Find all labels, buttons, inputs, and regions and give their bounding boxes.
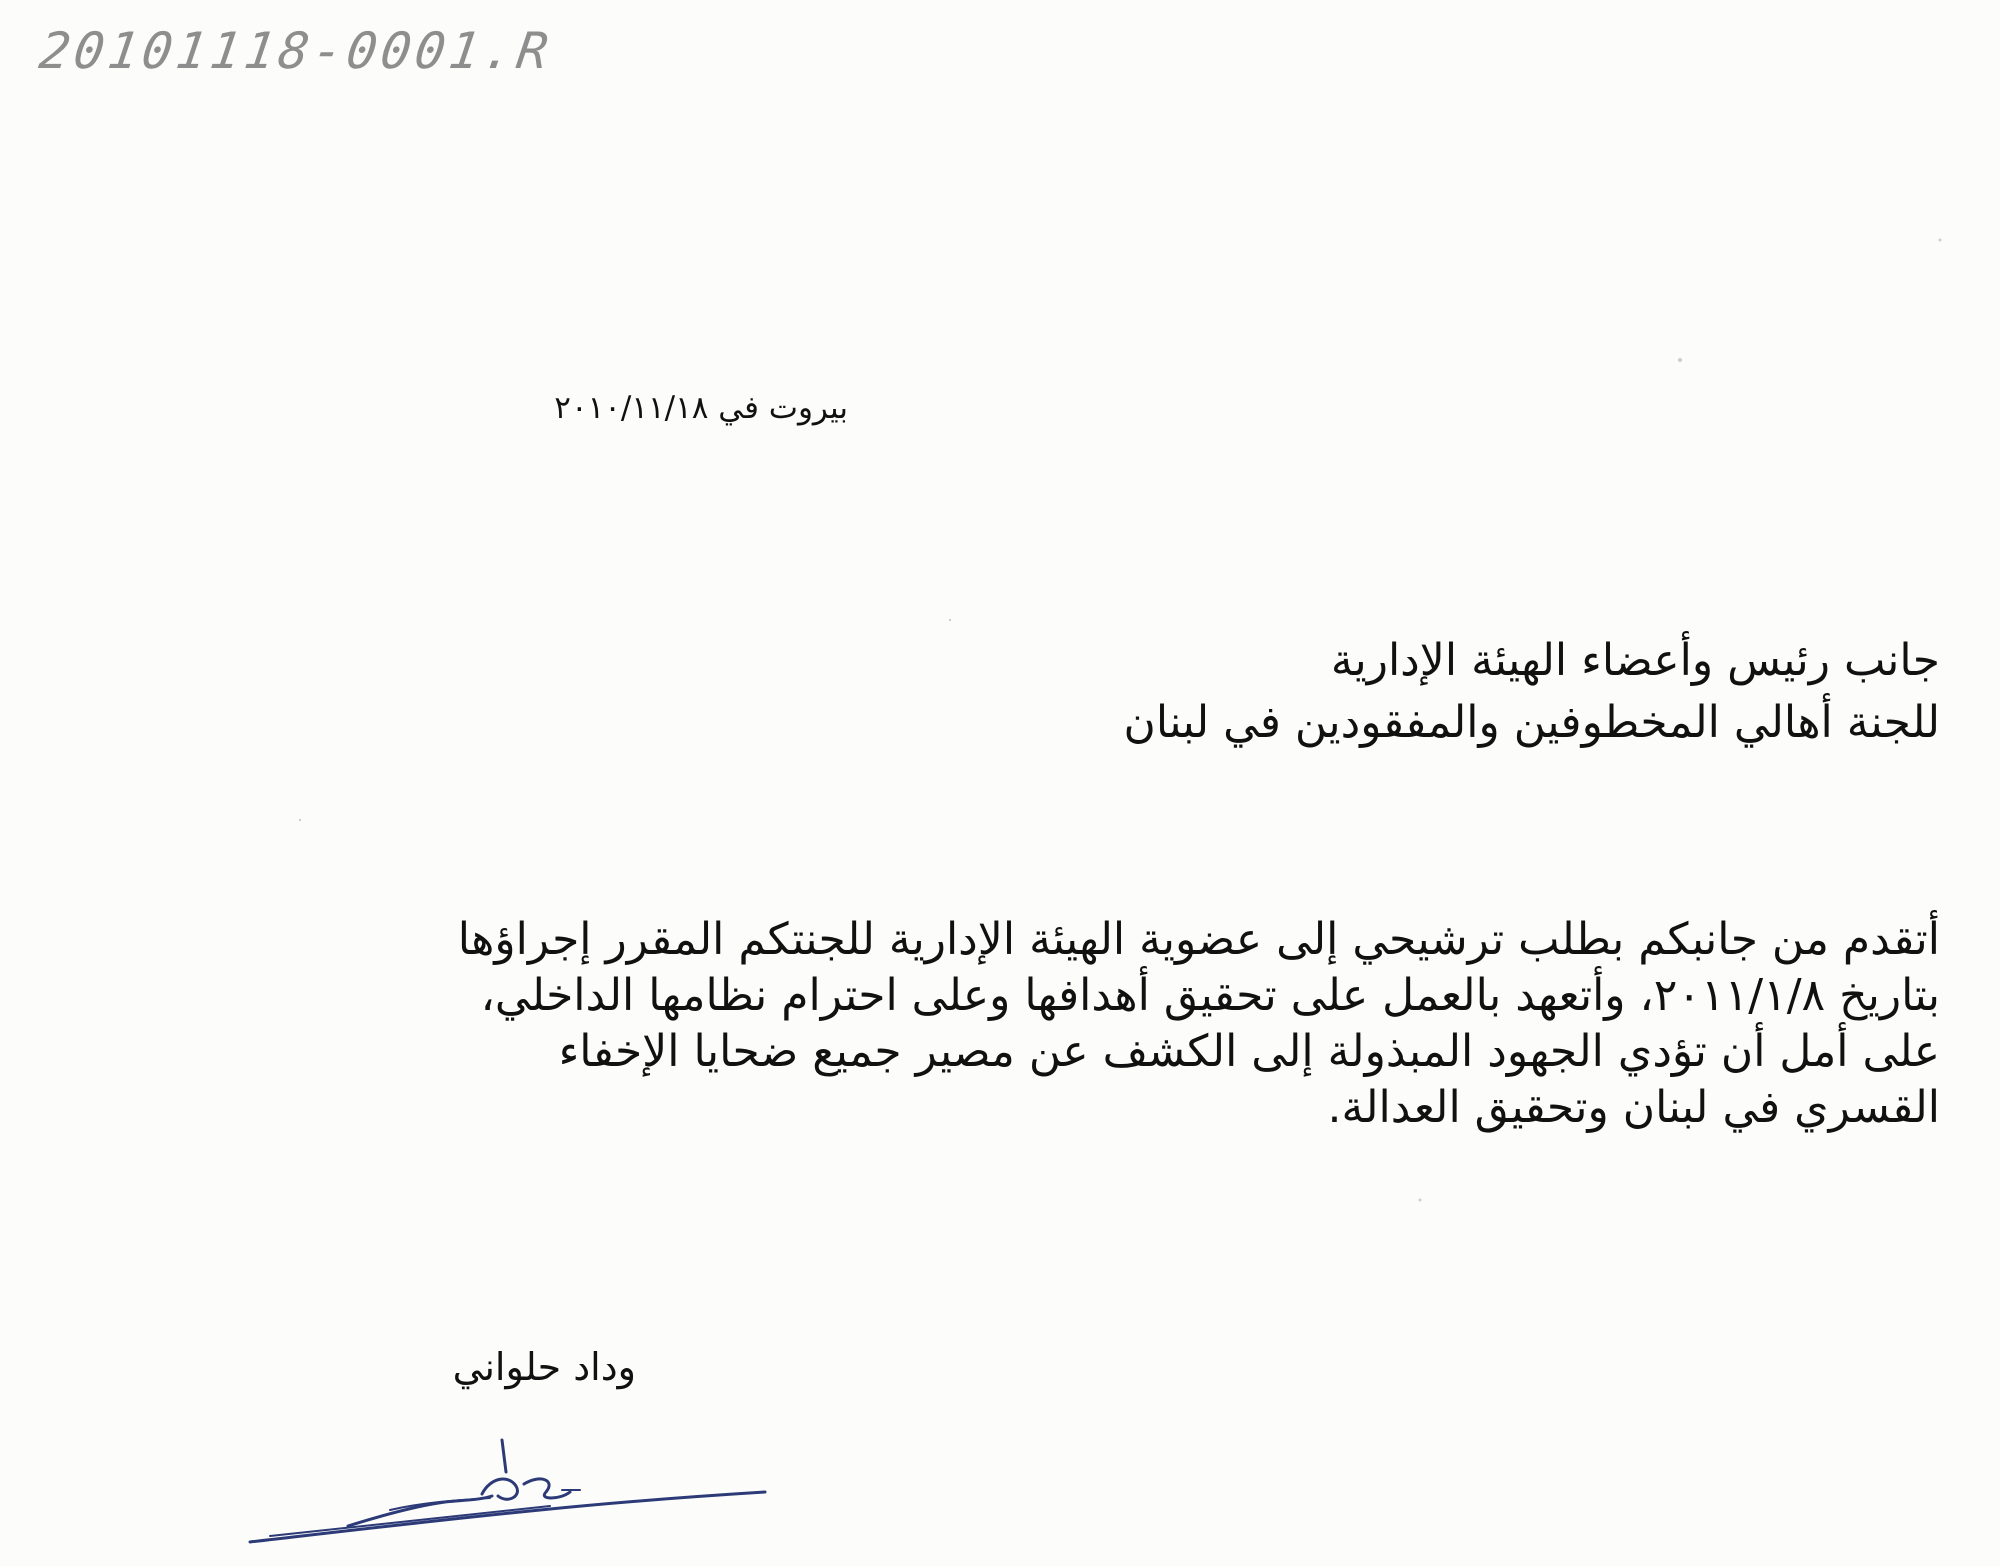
date-line: بيروت في ٢٠١٠/١١/١٨ bbox=[554, 390, 848, 426]
addressee-block bbox=[740, 630, 1940, 754]
letter-body bbox=[340, 912, 1940, 1136]
body-line-4: القسري في لبنان وتحقيق العدالة. bbox=[1327, 1082, 1940, 1133]
reference-number: 20101118-0001.R bbox=[35, 22, 556, 80]
body-line-2: بتاريخ ٢٠١١/١/٨، وأتعهد بالعمل على تحقيق أهدافها وعلى احترام نظامها الداخلي، bbox=[480, 970, 1940, 1021]
handwritten-signature-icon bbox=[240, 1430, 780, 1550]
addressee-line-1: جانب رئيس وأعضاء الهيئة الإدارية bbox=[1330, 635, 1940, 686]
addressee-line-2: للجنة أهالي المخطوفين والمفقودين في لبنان bbox=[1123, 697, 1940, 748]
body-line-1: أتقدم من جانبكم بطلب ترشيحي إلى عضوية الهيئة الإدارية للجنتكم المقرر إجراؤها bbox=[457, 914, 1940, 965]
body-line-3: على أمل أن تؤدي الجهود المبذولة إلى الكشف عن مصير جميع ضحايا الإخفاء bbox=[558, 1026, 1940, 1077]
signer-name: وداد حلواني bbox=[452, 1345, 636, 1389]
